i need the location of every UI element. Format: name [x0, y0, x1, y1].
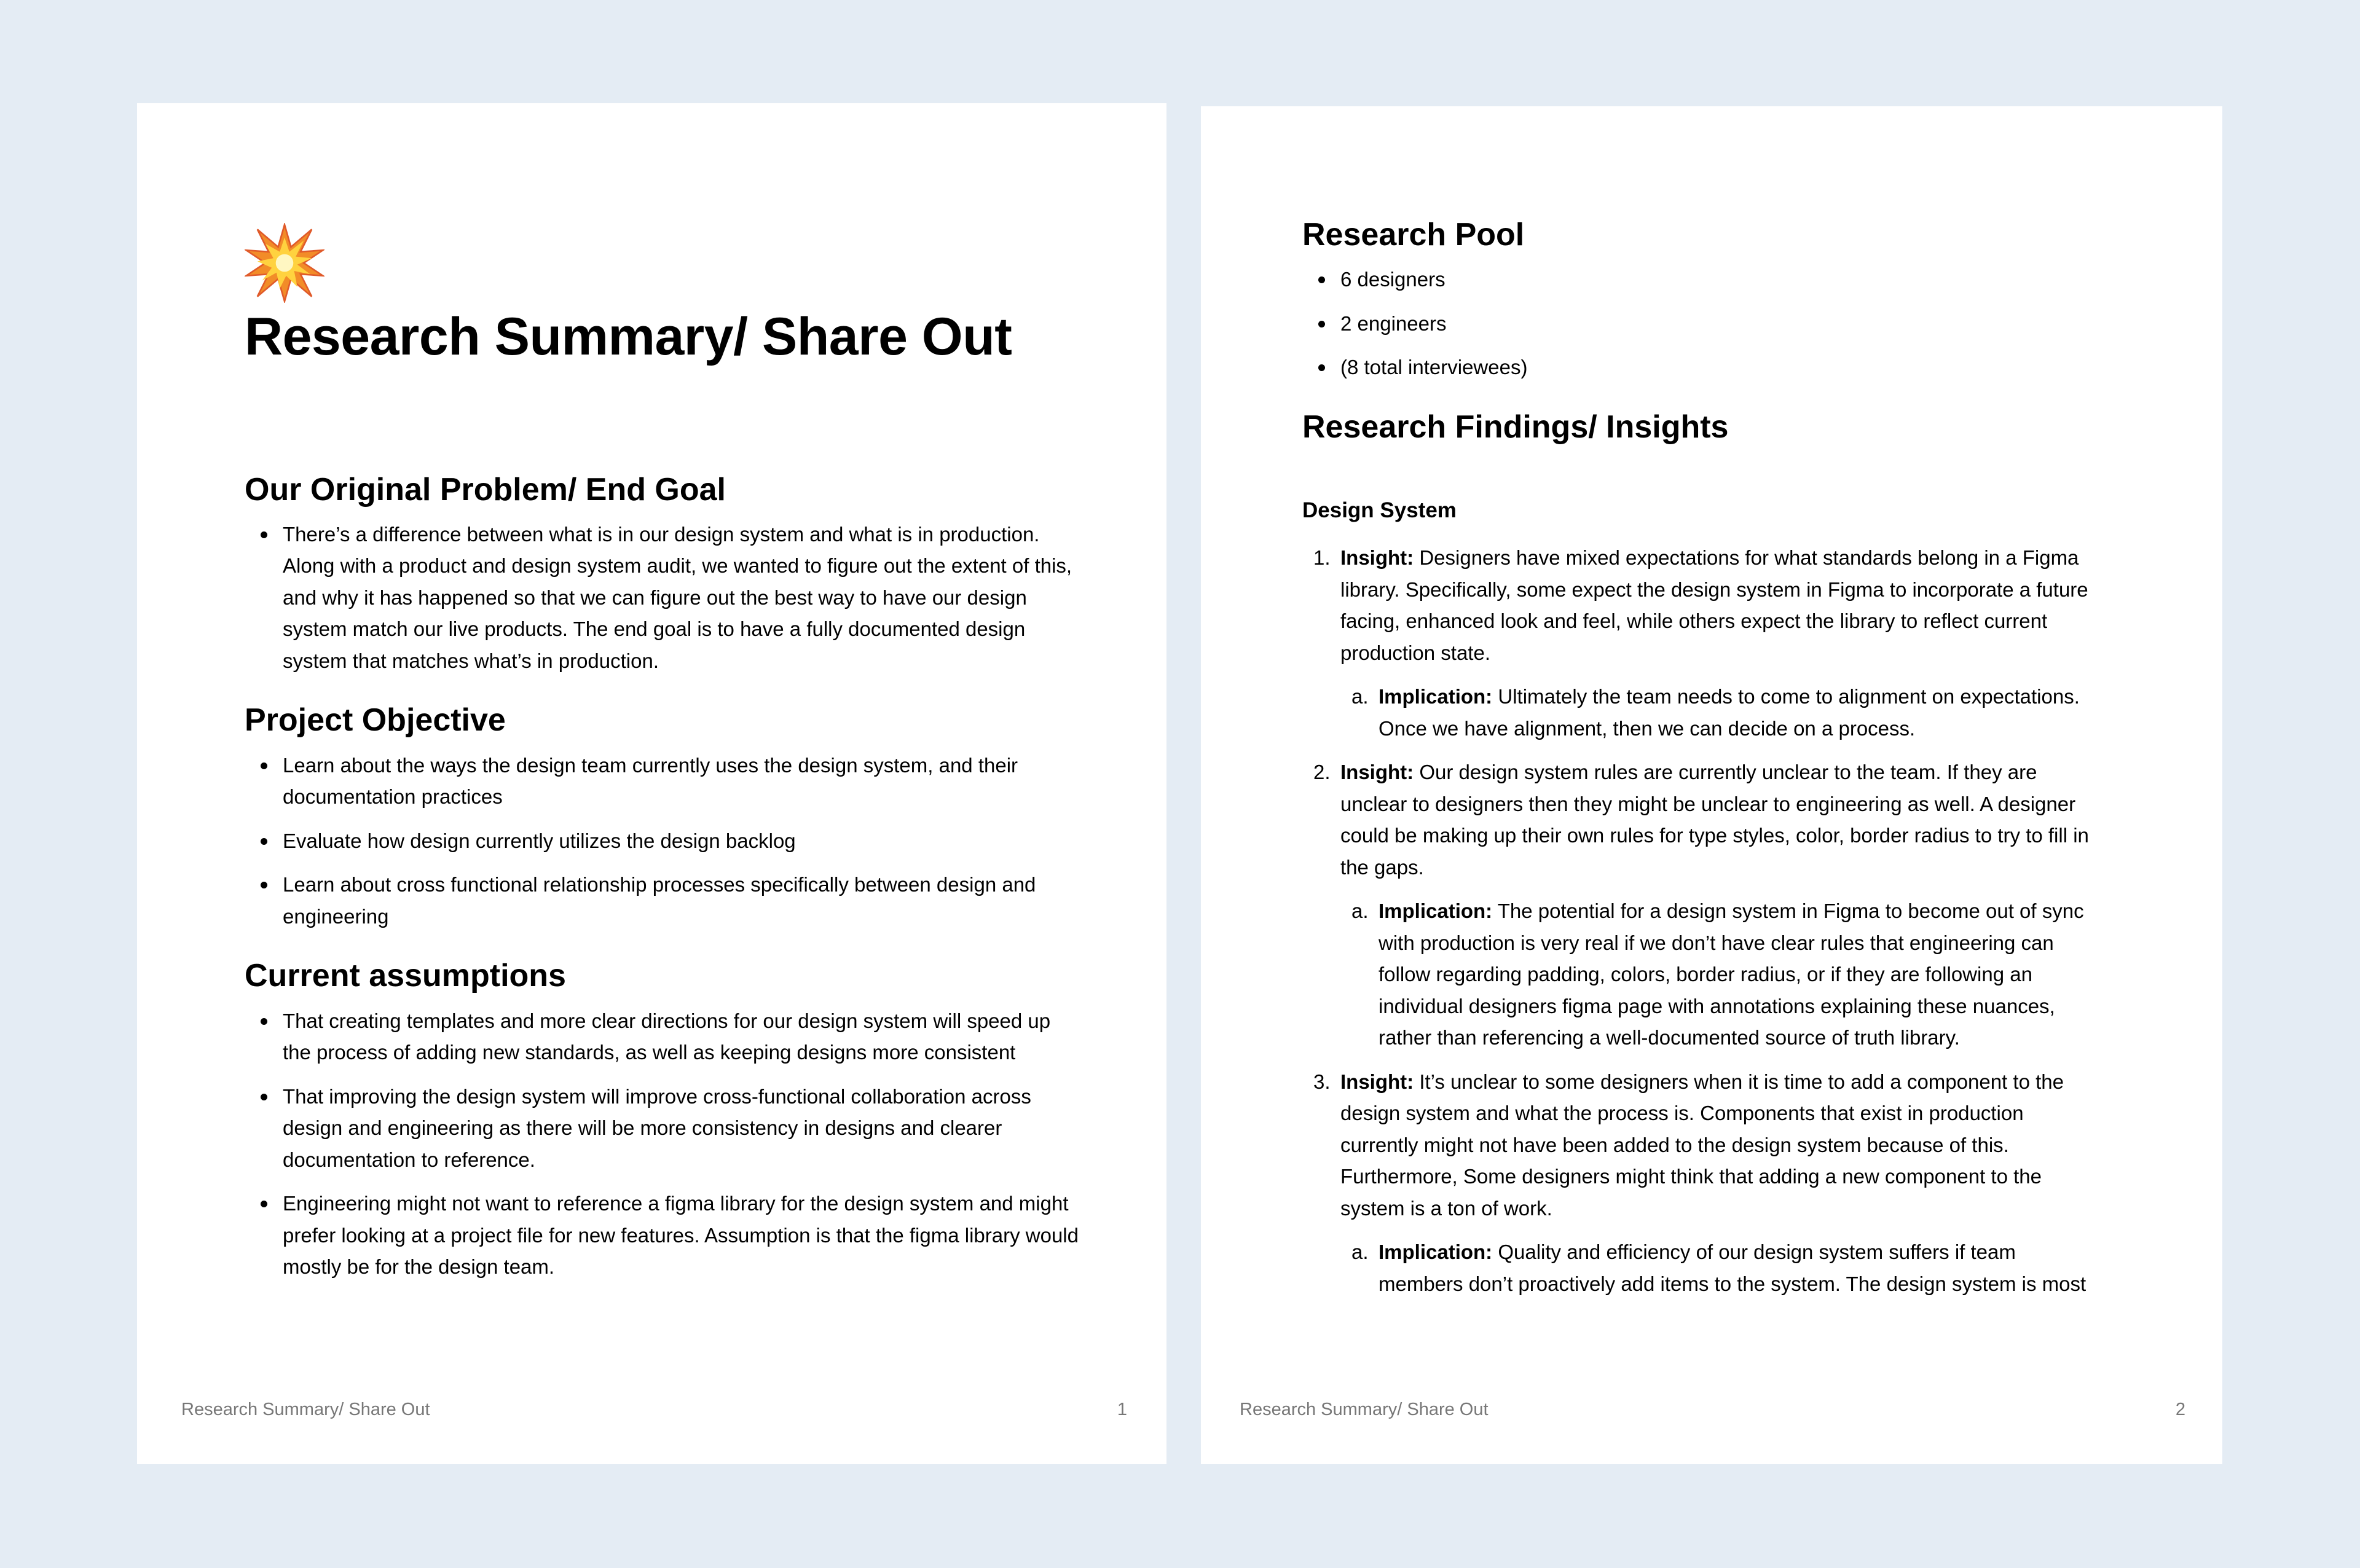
implication-list: [1340, 1236, 2101, 1299]
insight-label: Insight:: [1340, 761, 1414, 784]
section-heading-objective: Project Objective: [245, 702, 506, 739]
implication-label: Implication:: [1379, 900, 1493, 923]
problem-list: [245, 519, 1080, 677]
implication-label: Implication:: [1379, 685, 1493, 708]
implication-list: [1340, 681, 2101, 744]
implication-text: The potential for a design system in Figma to become out of sync with production is very real if we don’t have clear rules that engineering can follow regarding padding, colors, border radius, or if they are following an individual designers figma page with annotations explaining these nuances, rather than referencing a well-documented source of truth library.: [1379, 900, 2084, 1049]
section-heading-problem: Our Original Problem/ End Goal: [245, 471, 726, 508]
list-item: There’s a difference between what is in our design system and what is in production. Along with a product and design system audit, we wanted to figure out the extent of this, and why it has happened so that we can figure out the best way to have our design system match our live products. The end goal is to have a fully documented design system that matches what’s in production.: [245, 519, 1080, 677]
insight-item: [1302, 542, 2101, 744]
subsection-heading-design-system: Design System: [1302, 498, 1457, 523]
list-item: Learn about the ways the design team currently uses the design system, and their documentation practices: [245, 750, 1080, 813]
insight-number: 3.: [1313, 1070, 1331, 1093]
list-item: Evaluate how design currently utilizes the design backlog: [245, 825, 1080, 857]
insight-text: Designers have mixed expectations for what standards belong in a Figma library. Specifically, some expect the design system in Figma to incorporate a future facing, enhanced look and feel, while others expect the library to reflect current production state.: [1340, 546, 2088, 664]
insight-item: [1302, 1066, 2101, 1300]
implication-label: Implication:: [1379, 1241, 1493, 1264]
objective-list: [245, 750, 1080, 933]
insight-text: Our design system rules are currently unclear to the team. If they are unclear to designers then they might be unclear to engineering as well. A designer could be making up their own rules for type styles, color, border radius to try to fill in the gaps.: [1340, 761, 2089, 879]
page-number: 1: [1117, 1400, 1127, 1419]
insight-item: [1302, 756, 2101, 1054]
document-page-2: [1201, 106, 2222, 1464]
insight-label: Insight:: [1340, 546, 1414, 570]
list-item: Engineering might not want to reference a figma library for the design system and might prefer looking at a project file for new features. Assumption is that the figma library would mostly be for the design team.: [245, 1188, 1080, 1283]
insight-number: 1.: [1313, 546, 1331, 570]
list-item: 6 designers: [1302, 264, 2101, 296]
page-footer-title: Research Summary/ Share Out: [181, 1400, 430, 1419]
list-item: (8 total interviewees): [1302, 351, 2101, 383]
insight-text: It’s unclear to some designers when it is time to add a component to the design system and what the process is. Components that exist in production currently might not have been added to the design system because of this. Furthermore, Some designers might think that adding a new component to the system is a ton of work.: [1340, 1070, 2064, 1220]
implication-list: [1340, 895, 2101, 1054]
page-1-content: [245, 223, 1080, 1307]
list-item: Learn about cross functional relationship processes specifically between design and engineering: [245, 869, 1080, 932]
research-pool-list: [1302, 264, 2101, 383]
assumptions-list: [245, 1005, 1080, 1283]
document-page-1: [137, 103, 1166, 1464]
page-2-content: [1302, 216, 2101, 1312]
list-item: That improving the design system will improve cross-functional collaboration across design and engineering as there will be more consistency in designs and clearer documentation to reference.: [245, 1081, 1080, 1176]
implication-item: [1340, 681, 2101, 744]
list-item: 2 engineers: [1302, 308, 2101, 340]
section-heading-assumptions: Current assumptions: [245, 958, 566, 994]
implication-item: [1340, 1236, 2101, 1299]
implication-letter: a.: [1351, 900, 1369, 923]
section-heading-research-pool: Research Pool: [1302, 217, 1525, 253]
insight-label: Insight:: [1340, 1070, 1414, 1093]
list-item: That creating templates and more clear directions for our design system will speed up the process of adding new standards, as well as keeping designs more consistent: [245, 1005, 1080, 1068]
implication-letter: a.: [1351, 1241, 1369, 1264]
insight-number: 2.: [1313, 761, 1331, 784]
insights-list: [1302, 542, 2101, 1299]
implication-letter: a.: [1351, 685, 1369, 708]
page-footer-title: Research Summary/ Share Out: [1240, 1400, 1489, 1419]
document-title: Research Summary/ Share Out: [245, 307, 1012, 366]
implication-text: Quality and efficiency of our design system suffers if team members don’t proactively add items to the system. The design system is most: [1379, 1241, 2087, 1295]
section-heading-findings: Research Findings/ Insights: [1302, 409, 1729, 445]
implication-text: Ultimately the team needs to come to alignment on expectations. Once we have alignment, then we can decide on a process.: [1379, 685, 2080, 740]
implication-item: [1340, 895, 2101, 1054]
collision-emoji-icon: [245, 223, 324, 303]
page-number: 2: [2175, 1400, 2185, 1419]
